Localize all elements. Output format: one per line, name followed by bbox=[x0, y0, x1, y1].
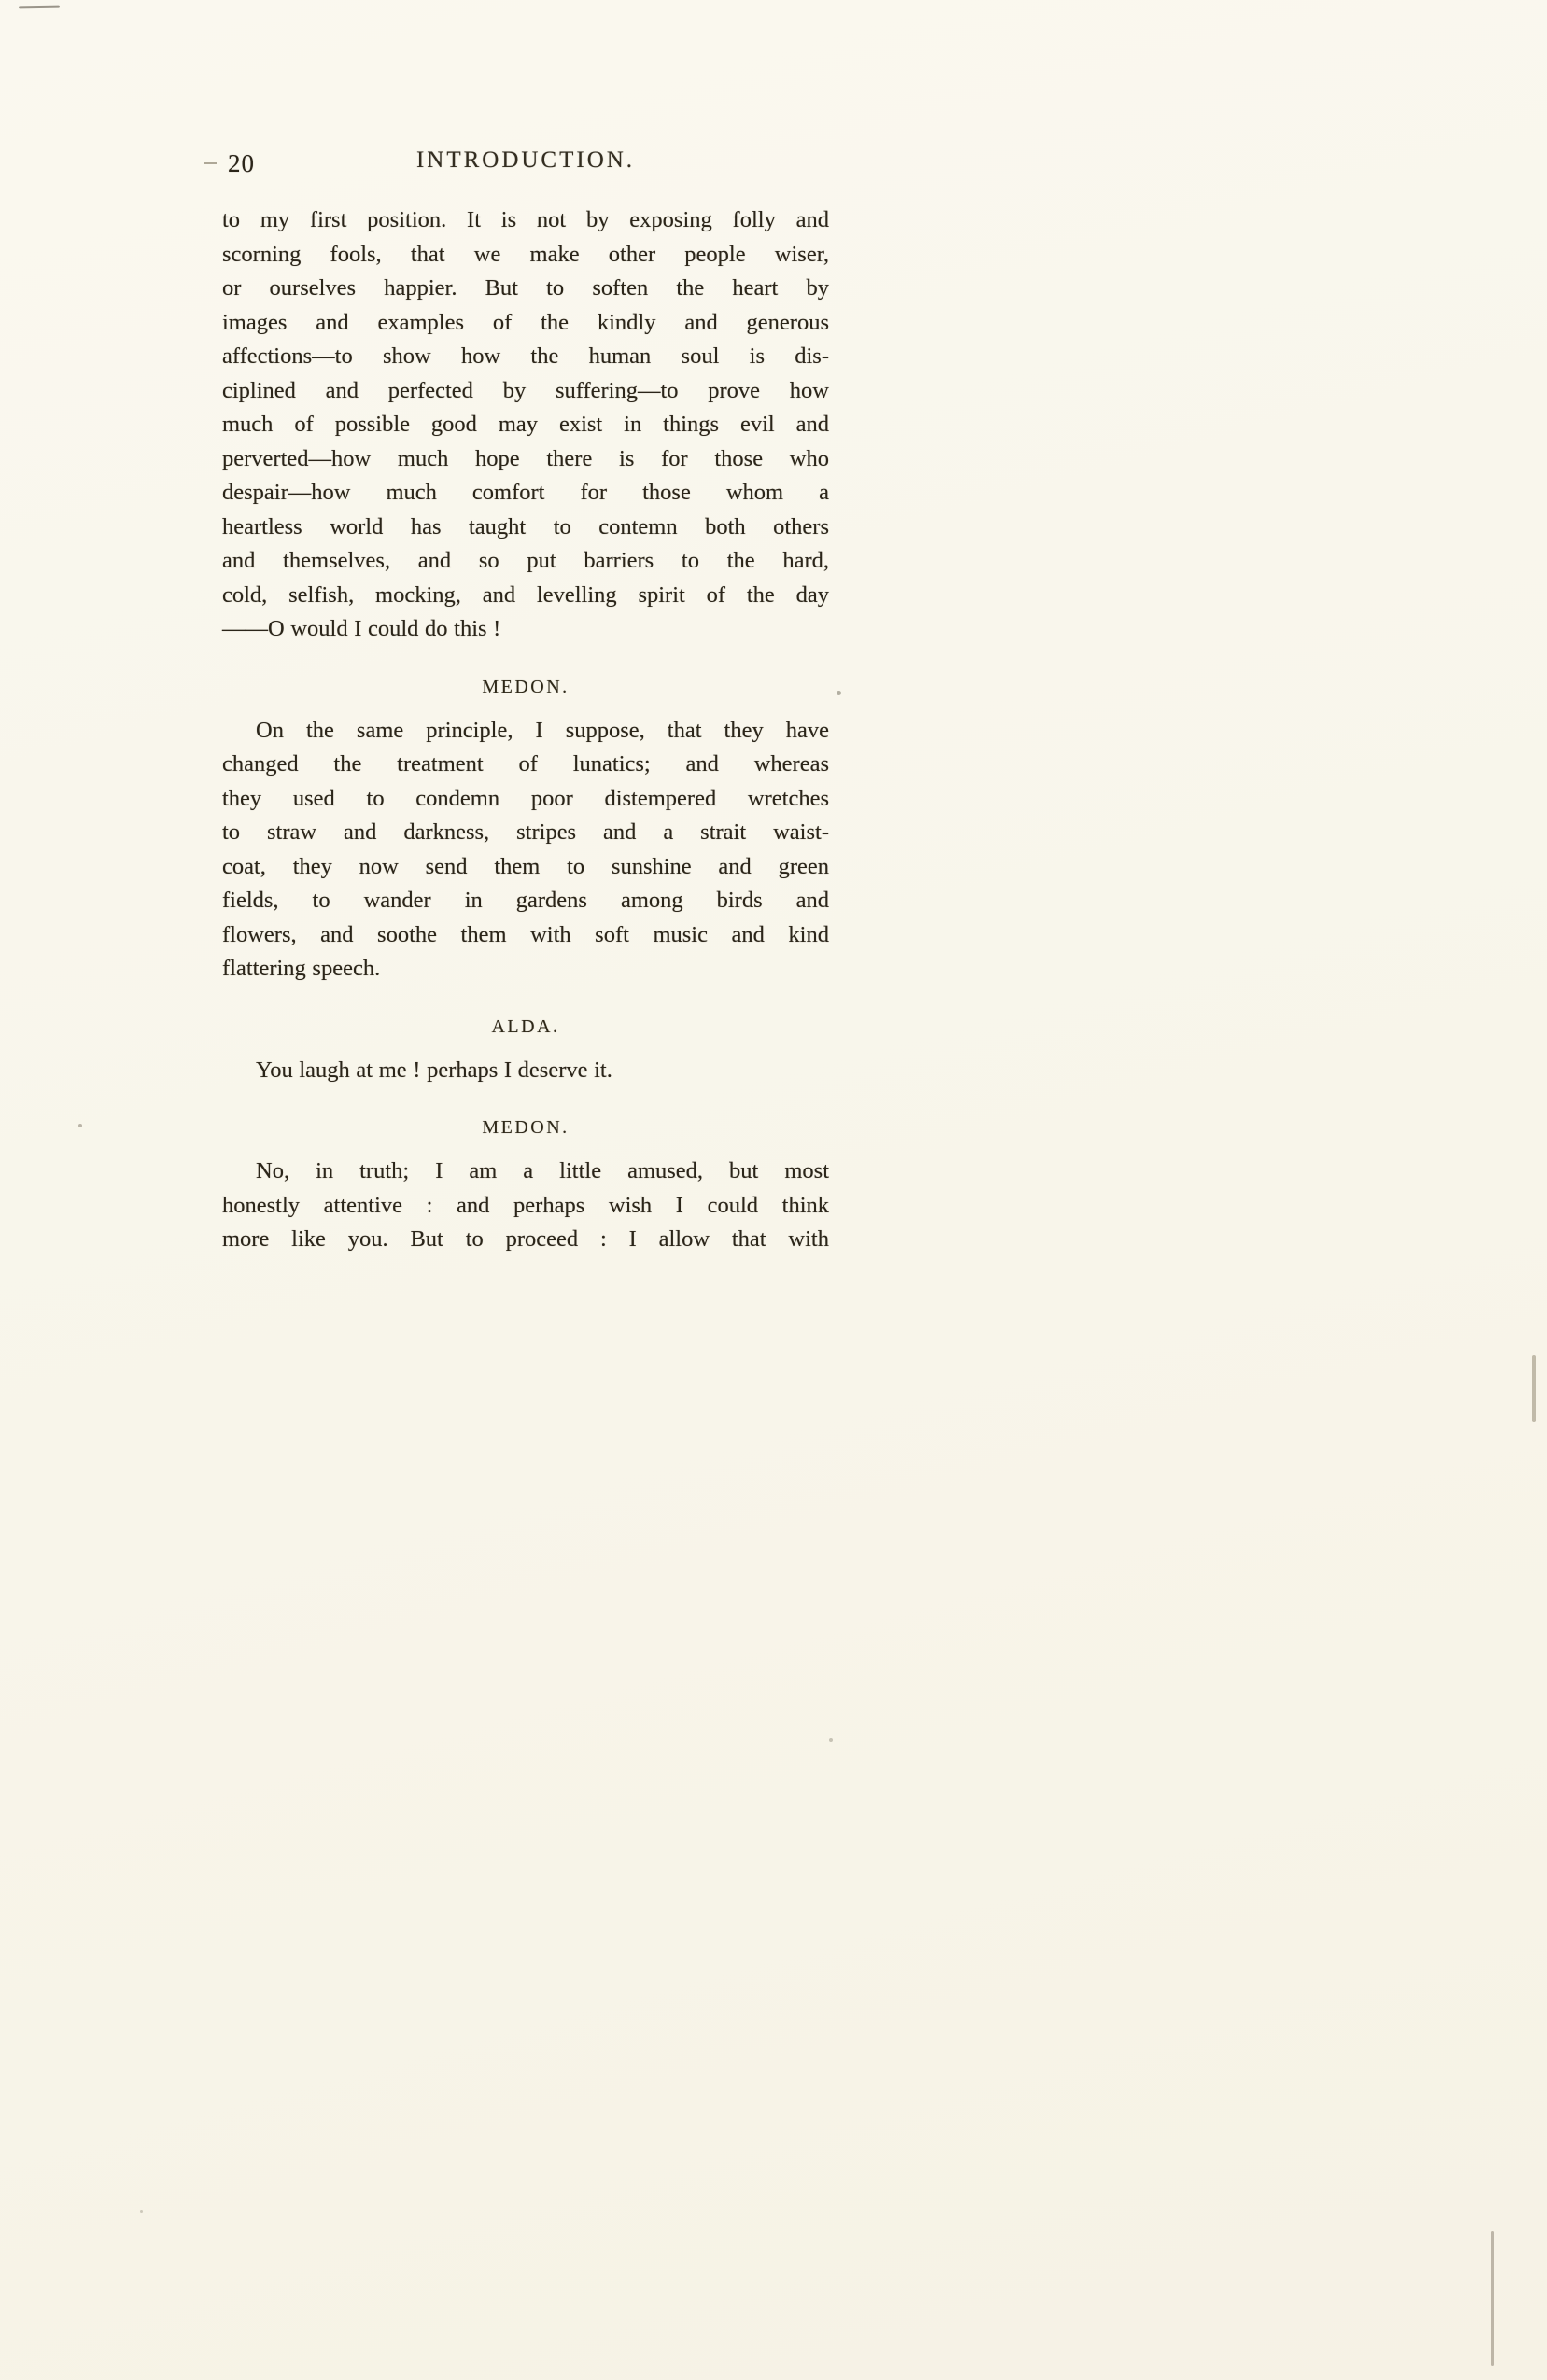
text-line: heartless world has taught to contemn both others bbox=[222, 513, 829, 539]
scan-artifact bbox=[1532, 1355, 1536, 1422]
scan-artifact bbox=[829, 1738, 833, 1742]
text-block bbox=[222, 147, 829, 1257]
text-line: affections—to show how the human soul is dis- bbox=[222, 343, 829, 369]
scan-artifact bbox=[204, 162, 217, 164]
speaker-heading: MEDON. bbox=[482, 676, 570, 697]
text-line: No, in truth; I am a little amused, but most bbox=[256, 1158, 829, 1183]
speaker-heading: MEDON. bbox=[482, 1117, 570, 1138]
text-line: and themselves, and so put barriers to the hard, bbox=[222, 548, 829, 573]
paragraph bbox=[222, 203, 829, 647]
text-line: ——O would I could do this ! bbox=[222, 616, 501, 641]
text-line: coat, they now send them to sunshine and green bbox=[222, 853, 829, 879]
paragraph bbox=[222, 1054, 829, 1088]
paragraph bbox=[222, 1155, 829, 1257]
text-line: much of possible good may exist in things evil and bbox=[222, 412, 829, 437]
text-line: perverted—how much hope there is for those who bbox=[222, 445, 829, 471]
running-title: INTRODUCTION. bbox=[415, 147, 636, 173]
text-line: scorning fools, that we make other people wiser, bbox=[222, 241, 829, 267]
scan-artifact bbox=[837, 691, 841, 695]
page-header bbox=[222, 147, 829, 179]
speaker-heading: ALDA. bbox=[491, 1015, 560, 1037]
page-number: 20 bbox=[228, 149, 255, 177]
text-line: despair—how much comfort for those whom a bbox=[222, 480, 829, 505]
text-line: flowers, and soothe them with soft music and kind bbox=[222, 921, 829, 947]
text-line: changed the treatment of lunatics; and whereas bbox=[222, 751, 829, 777]
text-line: to my first position. It is not by exposing folly and bbox=[222, 207, 829, 232]
text-line: On the same principle, I suppose, that they have bbox=[256, 717, 829, 743]
text-line: images and examples of the kindly and generous bbox=[222, 309, 829, 335]
paragraph bbox=[222, 714, 829, 987]
text-line: they used to condemn poor distempered wretches bbox=[222, 785, 829, 811]
text-line: ciplined and perfected by suffering—to prove how bbox=[222, 377, 829, 403]
scan-artifact bbox=[19, 6, 60, 9]
text-line: fields, to wander in gardens among birds and bbox=[222, 888, 829, 913]
text-line: more like you. But to proceed : I allow that with bbox=[222, 1226, 829, 1252]
scan-artifact bbox=[140, 2210, 143, 2213]
text-line: flattering speech. bbox=[222, 956, 381, 981]
text-line: to straw and darkness, stripes and a strait waist- bbox=[222, 819, 829, 845]
page-content bbox=[222, 203, 829, 1257]
text-line: honestly attentive : and perhaps wish I could think bbox=[222, 1192, 829, 1218]
scan-artifact bbox=[78, 1124, 82, 1127]
text-line: or ourselves happier. But to soften the heart by bbox=[222, 275, 829, 301]
text-line: cold, selfish, mocking, and levelling spirit of the day bbox=[222, 581, 829, 608]
scan-artifact bbox=[1491, 2231, 1494, 2366]
text-line: You laugh at me ! perhaps I deserve it. bbox=[256, 1057, 612, 1083]
